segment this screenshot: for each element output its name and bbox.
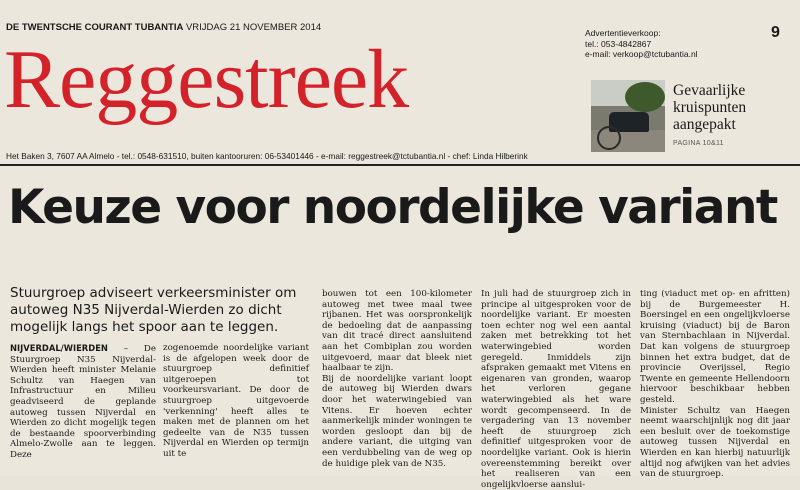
advertising-phone: tel.: 053-4842867: [585, 38, 652, 49]
column-5-paragraph-2: Minister Schultz van Haegen neemt waarschijnlijk nog dit jaar een besluit over de toekomstige autoweg tussen Nijverdal en Wierden en kan hierbij natuurlijk altijd nog afwijken van het advies van de stuurgroep.: [640, 405, 790, 480]
column-4-paragraph-1: In juli had de stuurgroep zich in principe al uitgesproken voor de noordelijke variant. Er moesten toen echter nog wel een aantal zaken met betrekking tot het waterwingebied worden geregeld. Inmiddels zijn afspraken gemaakt met Vitens en eigenaren van gronden, waarop het verloren gegane waterwingebied als het ware wordt gecompenseerd. In de vergadering van 13 november heeft de stuurgroep zich definitief uitgesproken voor de noordelijke variant. Ook is hierin overeenstemming bereikt over het realiseren van een ongelijkvloerse aanslui-: [481, 289, 631, 490]
advertising-email: e-mail: verkoop@tctubantia.nl: [585, 49, 698, 59]
issue-date: VRIJDAG 21 NOVEMBER 2014: [185, 22, 322, 33]
promo-page-ref: PAGINA 10&11: [673, 140, 724, 147]
photo-tree: [625, 82, 665, 112]
column-5-paragraph-1: ting (viaduct met op- en afritten) bij de Burgemeester H. Boersingel en een ongelijkvloerse kruising (viaduct) bij de Baron van Sternbachlaan in Nijverdal. Dat kan volgens de stuurgroep binnen het extra budget, dat de provincie Overijssel, Regio Twente en gemeente Hellendoorn hiervoor beschikbaar hebben gesteld.: [640, 289, 790, 405]
advertising-contact: [585, 28, 698, 60]
promo-title: Gevaarlijke kruispunten aangepakt: [673, 82, 747, 133]
article-column-5: [640, 289, 790, 480]
editorial-contact-line: Het Baken 3, 7607 AA Almelo - tel.: 0548-631510, buiten kantooruren: 06-53401446 - e-mail: reggestreek@tctubantia.nl - chef: Linda Hilberink: [6, 151, 528, 161]
article-subhead: Stuurgroep adviseert verkeersminister om autoweg N35 Nijverdal-Wierden zo dicht mogelijk langs het spoor aan te leggen.: [10, 285, 297, 335]
header-top-line: [6, 22, 321, 33]
article-column-2: [163, 343, 309, 460]
article-column-3: [322, 289, 472, 469]
column-3-paragraph-1: bouwen tot een 100-kilometer autoweg met twee maal twee rijbanen. Het was oorspronkelijk de bedoeling dat de aanpassing van dit tracé direct aansluitend aan het Combiplan zou worden uitgevoerd, maar dat bleek niet haalbaar te zijn.: [322, 289, 472, 374]
photo-bicycle: [597, 126, 621, 150]
section-masthead: Reggestreek: [4, 33, 409, 126]
newspaper-name: DE TWENTSCHE COURANT TUBANTIA: [6, 22, 184, 33]
column-3-paragraph-2: Bij de noordelijke variant loopt de autoweg bij Wierden dwars door het waterwingebied van Vitens. Er hoeven echter aanmerkelijk minder woningen te worden gesloopt dan bij de andere variant, die uitging van een verdubbeling van de weg op de huidige plek van de N35.: [322, 373, 472, 469]
column-1-text: – De Stuurgroep N35 Nijverdal-Wierden heeft minister Melanie Schultz van Haegen van Infrastructuur en Milieu geadviseerd de geplande autoweg tussen Nijverdal en Wierden zo dicht mogelijk tegen de bestaande spoorverbinding Almelo-Zwolle aan te leggen. Deze: [10, 344, 156, 460]
page-number: 9: [771, 24, 780, 41]
article-column-1: [10, 343, 156, 461]
column-2-text: zogenoemde noordelijke variant is de afgelopen week door de stuurgroep definitief uitgeroepen tot voorkeursvariant. De door de stuurgroep uitgevoerde 'verkenning' heeft alles te maken met de plannen om het gedeelte van de N35 tussen Nijverdal en Wierden op termijn uit te: [163, 343, 309, 459]
promo-box[interactable]: [591, 80, 795, 160]
article-column-4: [481, 289, 631, 490]
header-rule: [0, 164, 800, 166]
advertising-label: Advertentieverkoop:: [585, 28, 661, 38]
promo-photo: [591, 80, 665, 152]
article-dateline: NIJVERDAL/WIERDEN: [10, 343, 108, 353]
article-headline: Keuze voor noordelijke variant: [8, 180, 777, 235]
